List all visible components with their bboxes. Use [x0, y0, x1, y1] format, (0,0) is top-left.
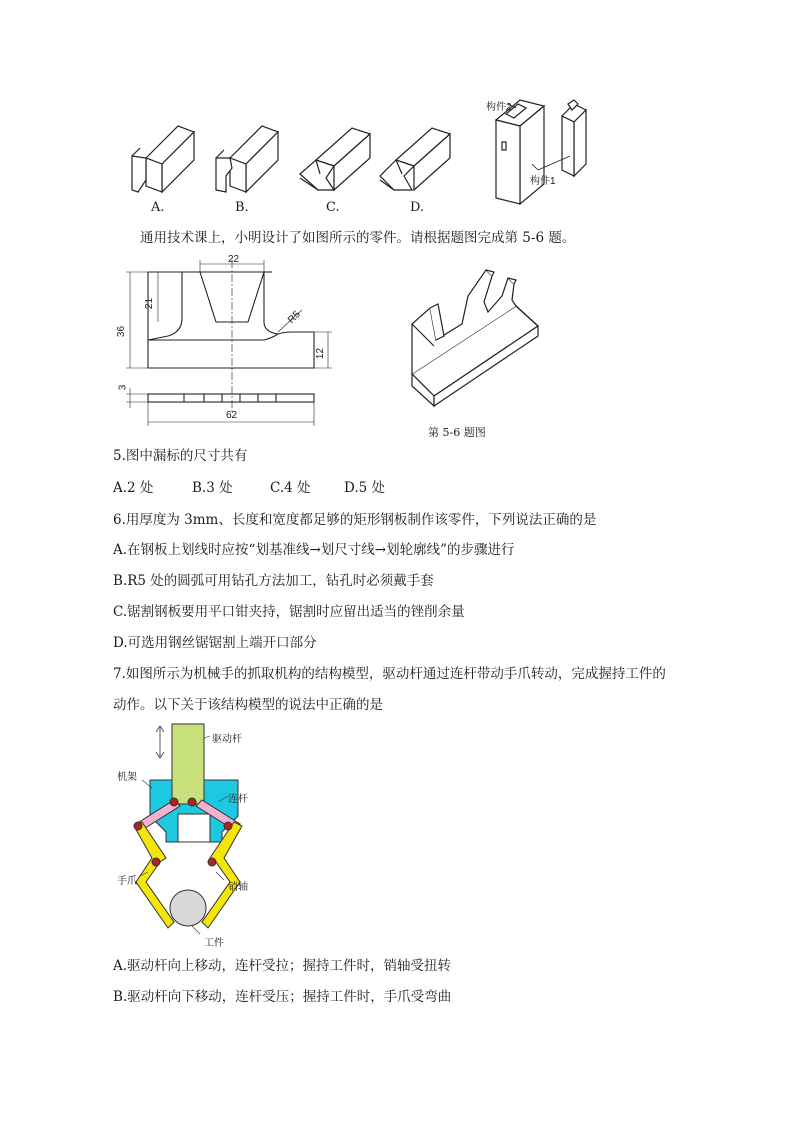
q7-option-b: B.驱动杆向下移动，连杆受压；握持工件时，手爪受弯曲: [113, 989, 452, 1005]
dim-r5: R5: [285, 309, 303, 326]
part2-label: 构件2: [486, 102, 512, 113]
part1-label: 构件1: [530, 176, 556, 187]
dim-22: 22: [228, 254, 240, 265]
workpiece-label: 工件: [204, 938, 224, 949]
q5-option-b: B.3 处: [192, 480, 233, 496]
drawing-caption: 第 5-6 题图: [428, 426, 486, 439]
dim-21: 21: [144, 297, 156, 310]
dim-62: 62: [226, 410, 238, 421]
q6-stem: 6.用厚度为 3mm、长度和宽度都足够的矩形钢板制作该零件，下列说法正确的是: [113, 512, 597, 528]
q6-option-a: A.在钢板上划线时应按“划基准线→划尺寸线→划轮廓线”的步骤进行: [113, 542, 515, 558]
option-a-figure: [128, 118, 198, 208]
option-d-label: D.: [410, 200, 425, 215]
option-b-label: B.: [235, 200, 249, 215]
technical-drawing: [118, 252, 338, 432]
claw-label: 手爪: [117, 876, 137, 887]
pin: [224, 822, 232, 830]
option-d-figure: [376, 118, 456, 208]
q6-option-b: B.R5 处的圆弧可用钻孔方法加工，钻孔时必须戴手套: [113, 573, 434, 589]
dim-12: 12: [315, 347, 327, 360]
workpiece: [170, 890, 206, 926]
option-b-figure: [212, 118, 282, 208]
q7-stem-line1: 7.如图所示为机械手的抓取机构的结构模型，驱动杆通过连杆带动手爪转动，完成握持工件的: [113, 666, 666, 682]
intro-text: 通用技术课上，小明设计了如图所示的零件。请根据题图完成第 5-6 题。: [140, 230, 576, 246]
q6-option-d: D.可选用钢丝锯锯割上端开口部分: [113, 635, 317, 651]
option-c-label: C.: [326, 200, 340, 215]
frame-label: 机架: [117, 772, 137, 783]
pin: [170, 798, 178, 806]
link-label: 连杆: [228, 794, 248, 805]
gripper-figure: [130, 722, 280, 942]
q5-option-c: C.4 处: [270, 480, 311, 496]
drive-rod: [172, 724, 204, 804]
option-a-label: A.: [151, 200, 165, 215]
drive-rod-label: 驱动杆: [212, 734, 242, 745]
q7-stem-line2: 动作。以下关于该结构模型的说法中正确的是: [113, 697, 383, 713]
q7-option-a: A.驱动杆向上移动，连杆受拉；握持工件时，销轴受扭转: [113, 958, 452, 974]
dim-3: 3: [117, 384, 129, 391]
q5-option-d: D.5 处: [344, 480, 386, 496]
pin: [134, 822, 142, 830]
pin-label: 销轴: [228, 882, 248, 893]
option-c-figure: [296, 118, 376, 208]
isometric-part: [408, 266, 548, 406]
pin: [188, 798, 196, 806]
q5-option-a: A.2 处: [113, 480, 154, 496]
q6-option-c: C.锯割钢板要用平口钳夹持，锯割时应留出适当的锉削余量: [113, 604, 465, 620]
pin: [152, 858, 160, 866]
pin: [208, 858, 216, 866]
q5-stem: 5.图中漏标的尺寸共有: [113, 448, 248, 464]
dim-36: 36: [116, 325, 128, 338]
